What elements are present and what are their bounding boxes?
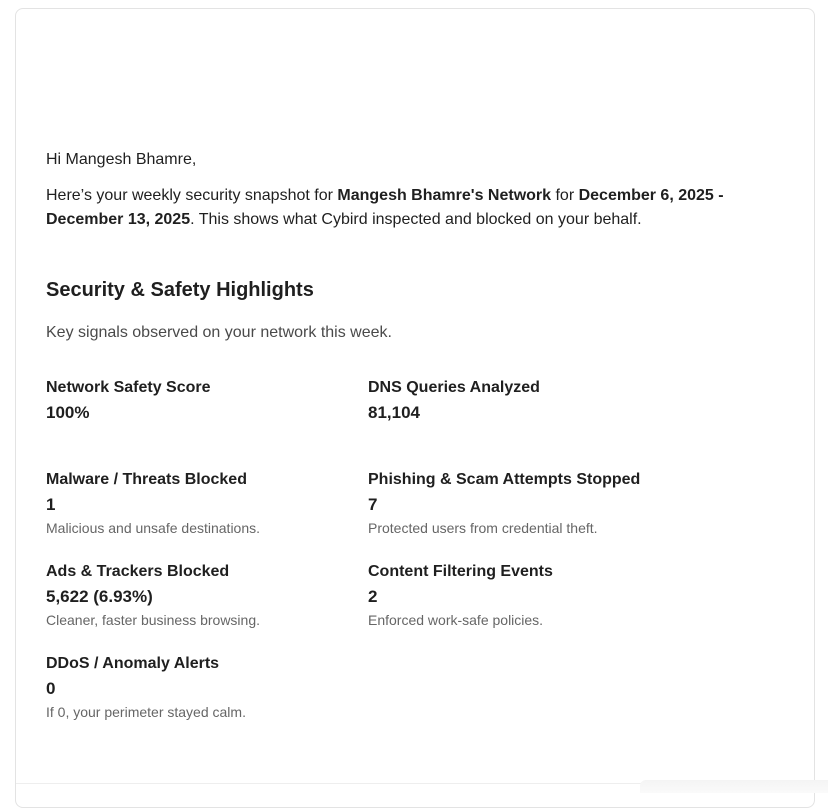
metric-value: 81,104 — [368, 403, 420, 422]
metric-ads-trackers-blocked — [46, 562, 368, 634]
report-period: December 6, 2025 - December 13, 2025 — [46, 187, 724, 228]
metric-note: Cleaner, faster business browsing. — [46, 612, 260, 628]
metric-dns-queries — [368, 378, 690, 450]
metric-network-safety-score — [46, 378, 368, 450]
network-name: Mangesh Bhamre's Network — [337, 187, 552, 204]
section-subtitle: Key signals observed on your network this week. — [46, 324, 392, 341]
intro-text-1: Here’s your weekly security snapshot for — [46, 187, 338, 204]
metric-value: 100% — [46, 403, 90, 422]
metric-phishing-stopped — [368, 470, 690, 542]
metric-label: Network Safety Score — [46, 379, 211, 396]
email-card — [15, 8, 815, 808]
metric-label: DNS Queries Analyzed — [368, 379, 540, 396]
metric-label: Phishing & Scam Attempts Stopped — [368, 471, 641, 488]
metric-content-filtering — [368, 562, 690, 634]
metric-label: Ads & Trackers Blocked — [46, 563, 230, 580]
metric-note: Malicious and unsafe destinations. — [46, 520, 261, 536]
email-body — [46, 150, 746, 746]
intro-text-2: for — [551, 187, 579, 204]
metric-value: 0 — [46, 679, 56, 698]
greeting-text: Hi Mangesh Bhamre, — [46, 151, 197, 168]
metric-value: 1 — [46, 495, 56, 514]
metric-note: Enforced work-safe policies. — [368, 612, 544, 628]
metric-label: Content Filtering Events — [368, 563, 553, 580]
metric-note: If 0, your perimeter stayed calm. — [46, 704, 246, 720]
metric-value: 5,622 (6.93%) — [46, 587, 153, 606]
metric-ddos-alerts — [46, 654, 368, 726]
footer-shadow — [640, 780, 828, 793]
intro-paragraph — [46, 184, 746, 232]
metrics-grid — [46, 378, 746, 746]
metric-value: 2 — [368, 587, 378, 606]
metric-label: DDoS / Anomaly Alerts — [46, 655, 220, 672]
metric-value: 7 — [368, 495, 378, 514]
metric-label: Malware / Threats Blocked — [46, 471, 247, 488]
metric-malware-blocked — [46, 470, 368, 542]
section-title: Security & Safety Highlights — [46, 279, 314, 301]
metric-note: Protected users from credential theft. — [368, 520, 598, 536]
intro-text-3: . This shows what Cybird inspected and blocked on your behalf. — [190, 211, 642, 228]
